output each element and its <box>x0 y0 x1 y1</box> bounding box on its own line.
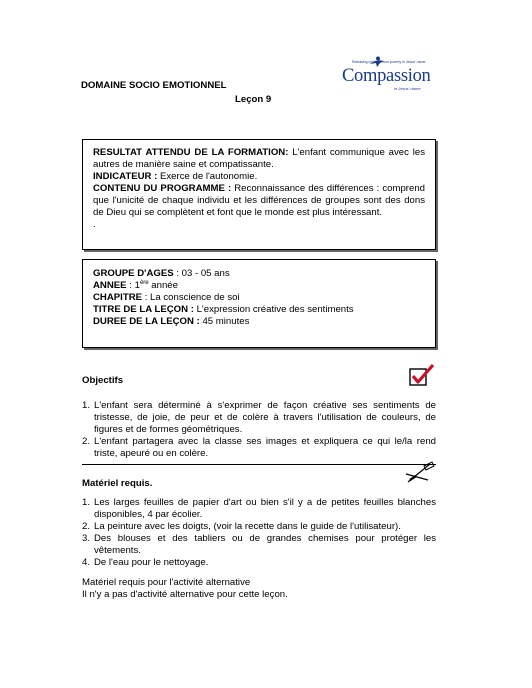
section-divider <box>82 464 436 465</box>
logo-subtitle: in Jesus' name <box>394 86 421 91</box>
checkbox-check-icon <box>408 363 436 387</box>
alternative-title: Matériel requis pour l'activité alternative <box>82 577 251 588</box>
lesson-duration <box>93 316 425 328</box>
program-content <box>93 183 425 219</box>
lesson-info-box <box>82 259 436 348</box>
chapter-label: CHAPITRE <box>93 292 143 303</box>
year-sup: ère <box>139 279 149 286</box>
age-text: : 03 - 05 ans <box>173 268 230 279</box>
pencil-ruler-icon <box>404 460 436 484</box>
list-item: 1. Les larges feuilles de papier d'art ou bien s'il y a de petites feuilles blanches disponibles, 4 par écolier. <box>82 497 436 520</box>
chapter-text: : La conscience de soi <box>142 292 240 303</box>
materials-title: Matériel requis. <box>82 478 153 489</box>
content-text: Reconnaissance des différences : comprend que l'unicité de chaque individu et les différences de groupes sont des dons de Dieu qui se complètent et font que le monde est plus intéressant. <box>93 183 425 218</box>
objectives-title: Objectifs <box>82 375 124 386</box>
indicator <box>93 171 425 183</box>
year-label: ANNEE <box>93 280 127 291</box>
title-text: L'expression créative des sentiments <box>193 304 354 315</box>
age-group <box>93 268 425 280</box>
year-prefix: : 1 <box>126 280 140 291</box>
list-item: 2. L'enfant partagera avec la classe ses images et expliquera ce qui le/la rend triste, apeuré ou en colère. <box>82 436 436 459</box>
year <box>93 280 425 292</box>
alternative-text: Il n'y a pas d'activité alternative pour cette leçon. <box>82 589 288 600</box>
chapter <box>93 292 425 304</box>
list-item: 3. Des blouses et des tabliers ou de grandes chemises pour protéger les vêtements. <box>82 533 436 556</box>
list-item: 2. La peinture avec les doigts, (voir la recette dans le guide de l'utilisateur). <box>82 521 401 532</box>
result-text: L'enfant communique avec les autres de manière saine et compatissante. <box>93 147 425 170</box>
training-result-box <box>82 139 436 250</box>
indicator-label: INDICATEUR : <box>93 171 158 182</box>
title-label: TITRE DE LA LEÇON : <box>93 304 194 315</box>
logo-wordmark: Compassion <box>342 66 431 86</box>
year-suffix: année <box>148 280 178 291</box>
duration-text: 45 minutes <box>199 316 250 327</box>
objectives-list <box>82 400 436 460</box>
expected-result <box>93 147 425 171</box>
lesson-number: Leçon 9 <box>235 94 272 105</box>
duration-label: DUREE DE LA LEÇON : <box>93 316 200 327</box>
box-dot: . <box>93 219 96 230</box>
lesson-title <box>93 304 425 316</box>
age-label: GROUPE D'AGES <box>93 268 174 279</box>
materials-list <box>82 497 436 569</box>
domain-title: DOMAINE SOCIO EMOTIONNEL <box>81 80 227 91</box>
indicator-text: Exerce de l'autonomie. <box>157 171 258 182</box>
list-item: 4. De l'eau pour le nettoyage. <box>82 557 209 568</box>
logo-tagline: Releasing children from poverty in Jesus' name <box>352 60 426 64</box>
result-label: RESULTAT ATTENDU DE LA FORMATION: <box>93 147 289 158</box>
compassion-logo <box>330 58 440 98</box>
list-item: 1. L'enfant sera déterminé à s'exprimer de façon créative ses sentiments de tristesse, de joie, de peur et de colère à travers l'utilisation de couleurs, de figures et de formes géométriques. <box>82 400 436 435</box>
content-label: CONTENU DU PROGRAMME : <box>93 183 232 194</box>
